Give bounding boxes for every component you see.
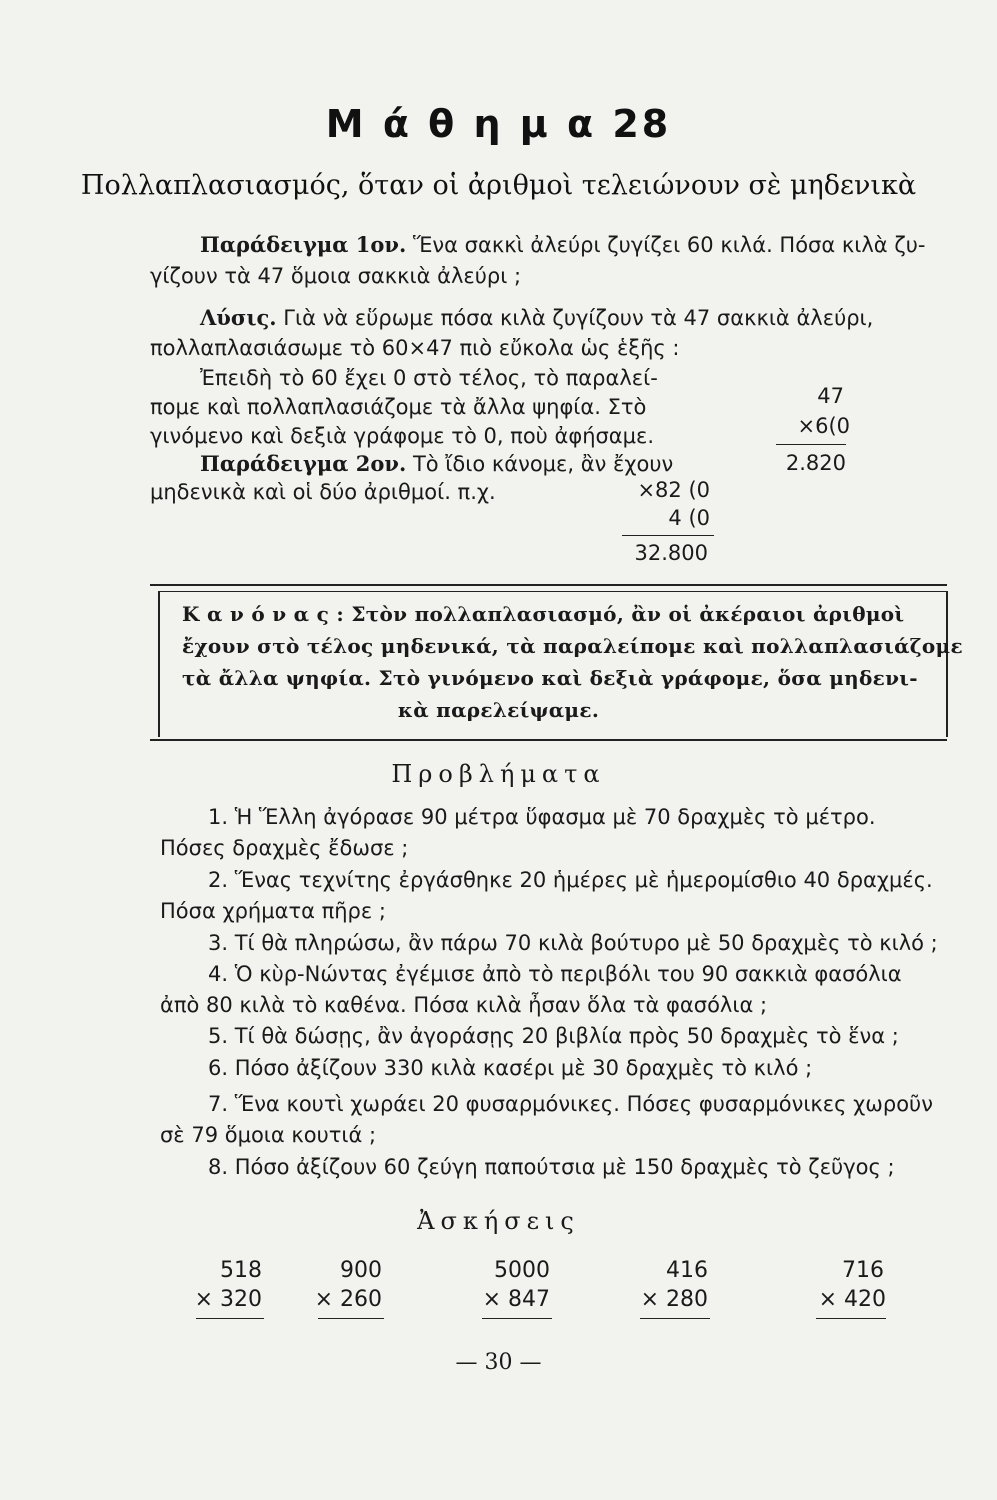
example2-text2: μηδενικὰ καὶ οἱ δύο ἀριθμοί. π.χ. — [150, 480, 496, 504]
exercises-heading: Ἀσκήσεις — [417, 1207, 580, 1235]
example2-text1: Τὸ ἴδιο κάνομε, ἂν ἔχουν — [412, 452, 674, 476]
solution-text2: πολλαπλασιάσωμε τὸ 60×47 πιὸ εὔκολα ὡς ἑξῆς : — [150, 336, 680, 360]
calc2-result: 32.800 — [634, 541, 708, 565]
exercise-5-rule — [816, 1318, 886, 1319]
problem-7-line2: σὲ 79 ὅμοια κουτιά ; — [160, 1123, 377, 1147]
calc1-result: 2.820 — [785, 451, 846, 475]
problem-3-line1: 3. Τί θὰ πληρώσω, ἂν πάρω 70 κιλὰ βούτυρο μὲ 50 δραχμὲς τὸ κιλό ; — [208, 931, 938, 955]
exercise-2-top: 900 — [340, 1258, 382, 1283]
problem-1-line2: Πόσες δραχμὲς ἔδωσε ; — [160, 836, 409, 860]
rule-box-top-border — [150, 584, 947, 586]
rule-line4: κὰ παρελείψαμε. — [397, 698, 600, 722]
lesson-title: Μ ά θ η μ α 28 — [325, 102, 672, 146]
rule-line3: τὰ ἄλλα ψηφία. Στὸ γινόμενο καὶ δεξιὰ γράφομε, ὅσα μηδενι- — [182, 666, 918, 690]
calc1-multiplier: ×6(0 — [797, 414, 850, 438]
calc1-top: 47 — [817, 384, 844, 408]
problem-7-line1: 7. Ἕνα κουτὶ χωράει 20 φυσαρμόνικες. Πόσες φυσαρμόνικες χωροῦν — [208, 1092, 933, 1116]
problem-6-line1: 6. Πόσο ἀξίζουν 330 κιλὰ κασέρι μὲ 30 δραχμὲς τὸ κιλό ; — [208, 1056, 813, 1080]
exercise-3-rule — [482, 1318, 552, 1319]
exercise-2-rule — [318, 1318, 384, 1319]
solution-text4: πομε καὶ πολλαπλασιάζομε τὰ ἄλλα ψηφία. Στὸ — [150, 395, 647, 419]
exercise-4-bottom: × 280 — [640, 1287, 708, 1312]
solution-text3: Ἐπειδὴ τὸ 60 ἔχει 0 στὸ τέλος, τὸ παραλεί- — [200, 366, 658, 390]
exercise-3-top: 5000 — [494, 1258, 550, 1283]
exercise-1-bottom: × 320 — [194, 1287, 262, 1312]
calc2-multiplier: ×82 (0 — [637, 478, 710, 502]
problem-5-line1: 5. Τί θὰ δώσῃς, ἂν ἀγοράσῃς 20 βιβλία πρὸς 50 δραχμὲς τὸ ἕνα ; — [208, 1024, 899, 1048]
solution-text1: Γιὰ νὰ εὕρωμε πόσα κιλὰ ζυγίζουν τὰ 47 σακκιὰ ἀλεύρι, — [283, 306, 874, 330]
rule-label: Κ α ν ό ν α ς : — [182, 602, 345, 626]
problem-4-line2: ἀπὸ 80 κιλὰ τὸ καθένα. Πόσα κιλὰ ἦσαν ὅλα τὰ φασόλια ; — [160, 993, 768, 1017]
solution-text5: γινόμενο καὶ δεξιὰ γράφομε τὸ 0, ποὺ ἀφήσαμε. — [150, 424, 655, 448]
example1-text2: γίζουν τὰ 47 ὅμοια σακκιὰ ἀλεύρι ; — [150, 264, 522, 288]
problem-2-line2: Πόσα χρήματα πῆρε ; — [160, 899, 386, 923]
exercise-4-top: 416 — [666, 1258, 708, 1283]
exercise-5-top: 716 — [842, 1258, 884, 1283]
problem-1-line1: 1. Ἡ Ἕλλη ἀγόρασε 90 μέτρα ὕφασμα μὲ 70 δραχμὲς τὸ μέτρο. — [208, 805, 876, 829]
calc2-second: 4 (0 — [668, 506, 710, 530]
rule-box-bottom-border — [150, 739, 947, 741]
exercise-4-rule — [640, 1318, 710, 1319]
example2-line1 — [200, 451, 673, 476]
exercise-5-bottom: × 420 — [818, 1287, 886, 1312]
exercise-3-bottom: × 847 — [482, 1287, 550, 1312]
solution-line1 — [200, 305, 873, 330]
example1-text1: Ἕνα σακκὶ ἀλεύρι ζυγίζει 60 κιλά. Πόσα κιλὰ ζυ- — [412, 233, 926, 257]
example1-label: Παράδειγμα 1ον. — [200, 232, 407, 257]
rule-text1: Στὸν πολλαπλασιασμό, ἂν οἱ ἀκέραιοι ἀριθμοὶ — [351, 602, 905, 626]
exercise-2-bottom: × 260 — [314, 1287, 382, 1312]
problem-8-line1: 8. Πόσο ἀξίζουν 60 ζεύγη παπούτσια μὲ 150 δραχμὲς τὸ ζεῦγος ; — [208, 1155, 895, 1179]
page-number: — 30 — — [455, 1350, 542, 1375]
lesson-subtitle: Πολλαπλασιασμός, ὅταν οἱ ἀριθμοὶ τελειώνουν σὲ μηδενικὰ — [80, 170, 917, 201]
exercise-1-top: 518 — [220, 1258, 262, 1283]
example1-line1 — [200, 232, 925, 257]
problem-2-line1: 2. Ἕνας τεχνίτης ἐργάσθηκε 20 ἡμέρες μὲ ἡμερομίσθιο 40 δραχμές. — [208, 868, 933, 892]
problem-4-line1: 4. Ὁ κὺρ-Νώντας ἐγέμισε ἀπὸ τὸ περιβόλι του 90 σακκιὰ φασόλια — [208, 962, 902, 986]
solution-label: Λύσις. — [200, 305, 277, 330]
calc1-rule — [776, 444, 846, 445]
rule-line2: ἔχουν στὸ τέλος μηδενικά, τὰ παραλείπομε καὶ πολλαπλασιάζομε — [182, 634, 963, 658]
example2-label: Παράδειγμα 2ον. — [200, 451, 407, 476]
rule-line1 — [182, 602, 922, 626]
problems-heading: Προβλήματα — [391, 760, 606, 788]
calc2-rule — [622, 535, 714, 536]
exercise-1-rule — [196, 1318, 264, 1319]
